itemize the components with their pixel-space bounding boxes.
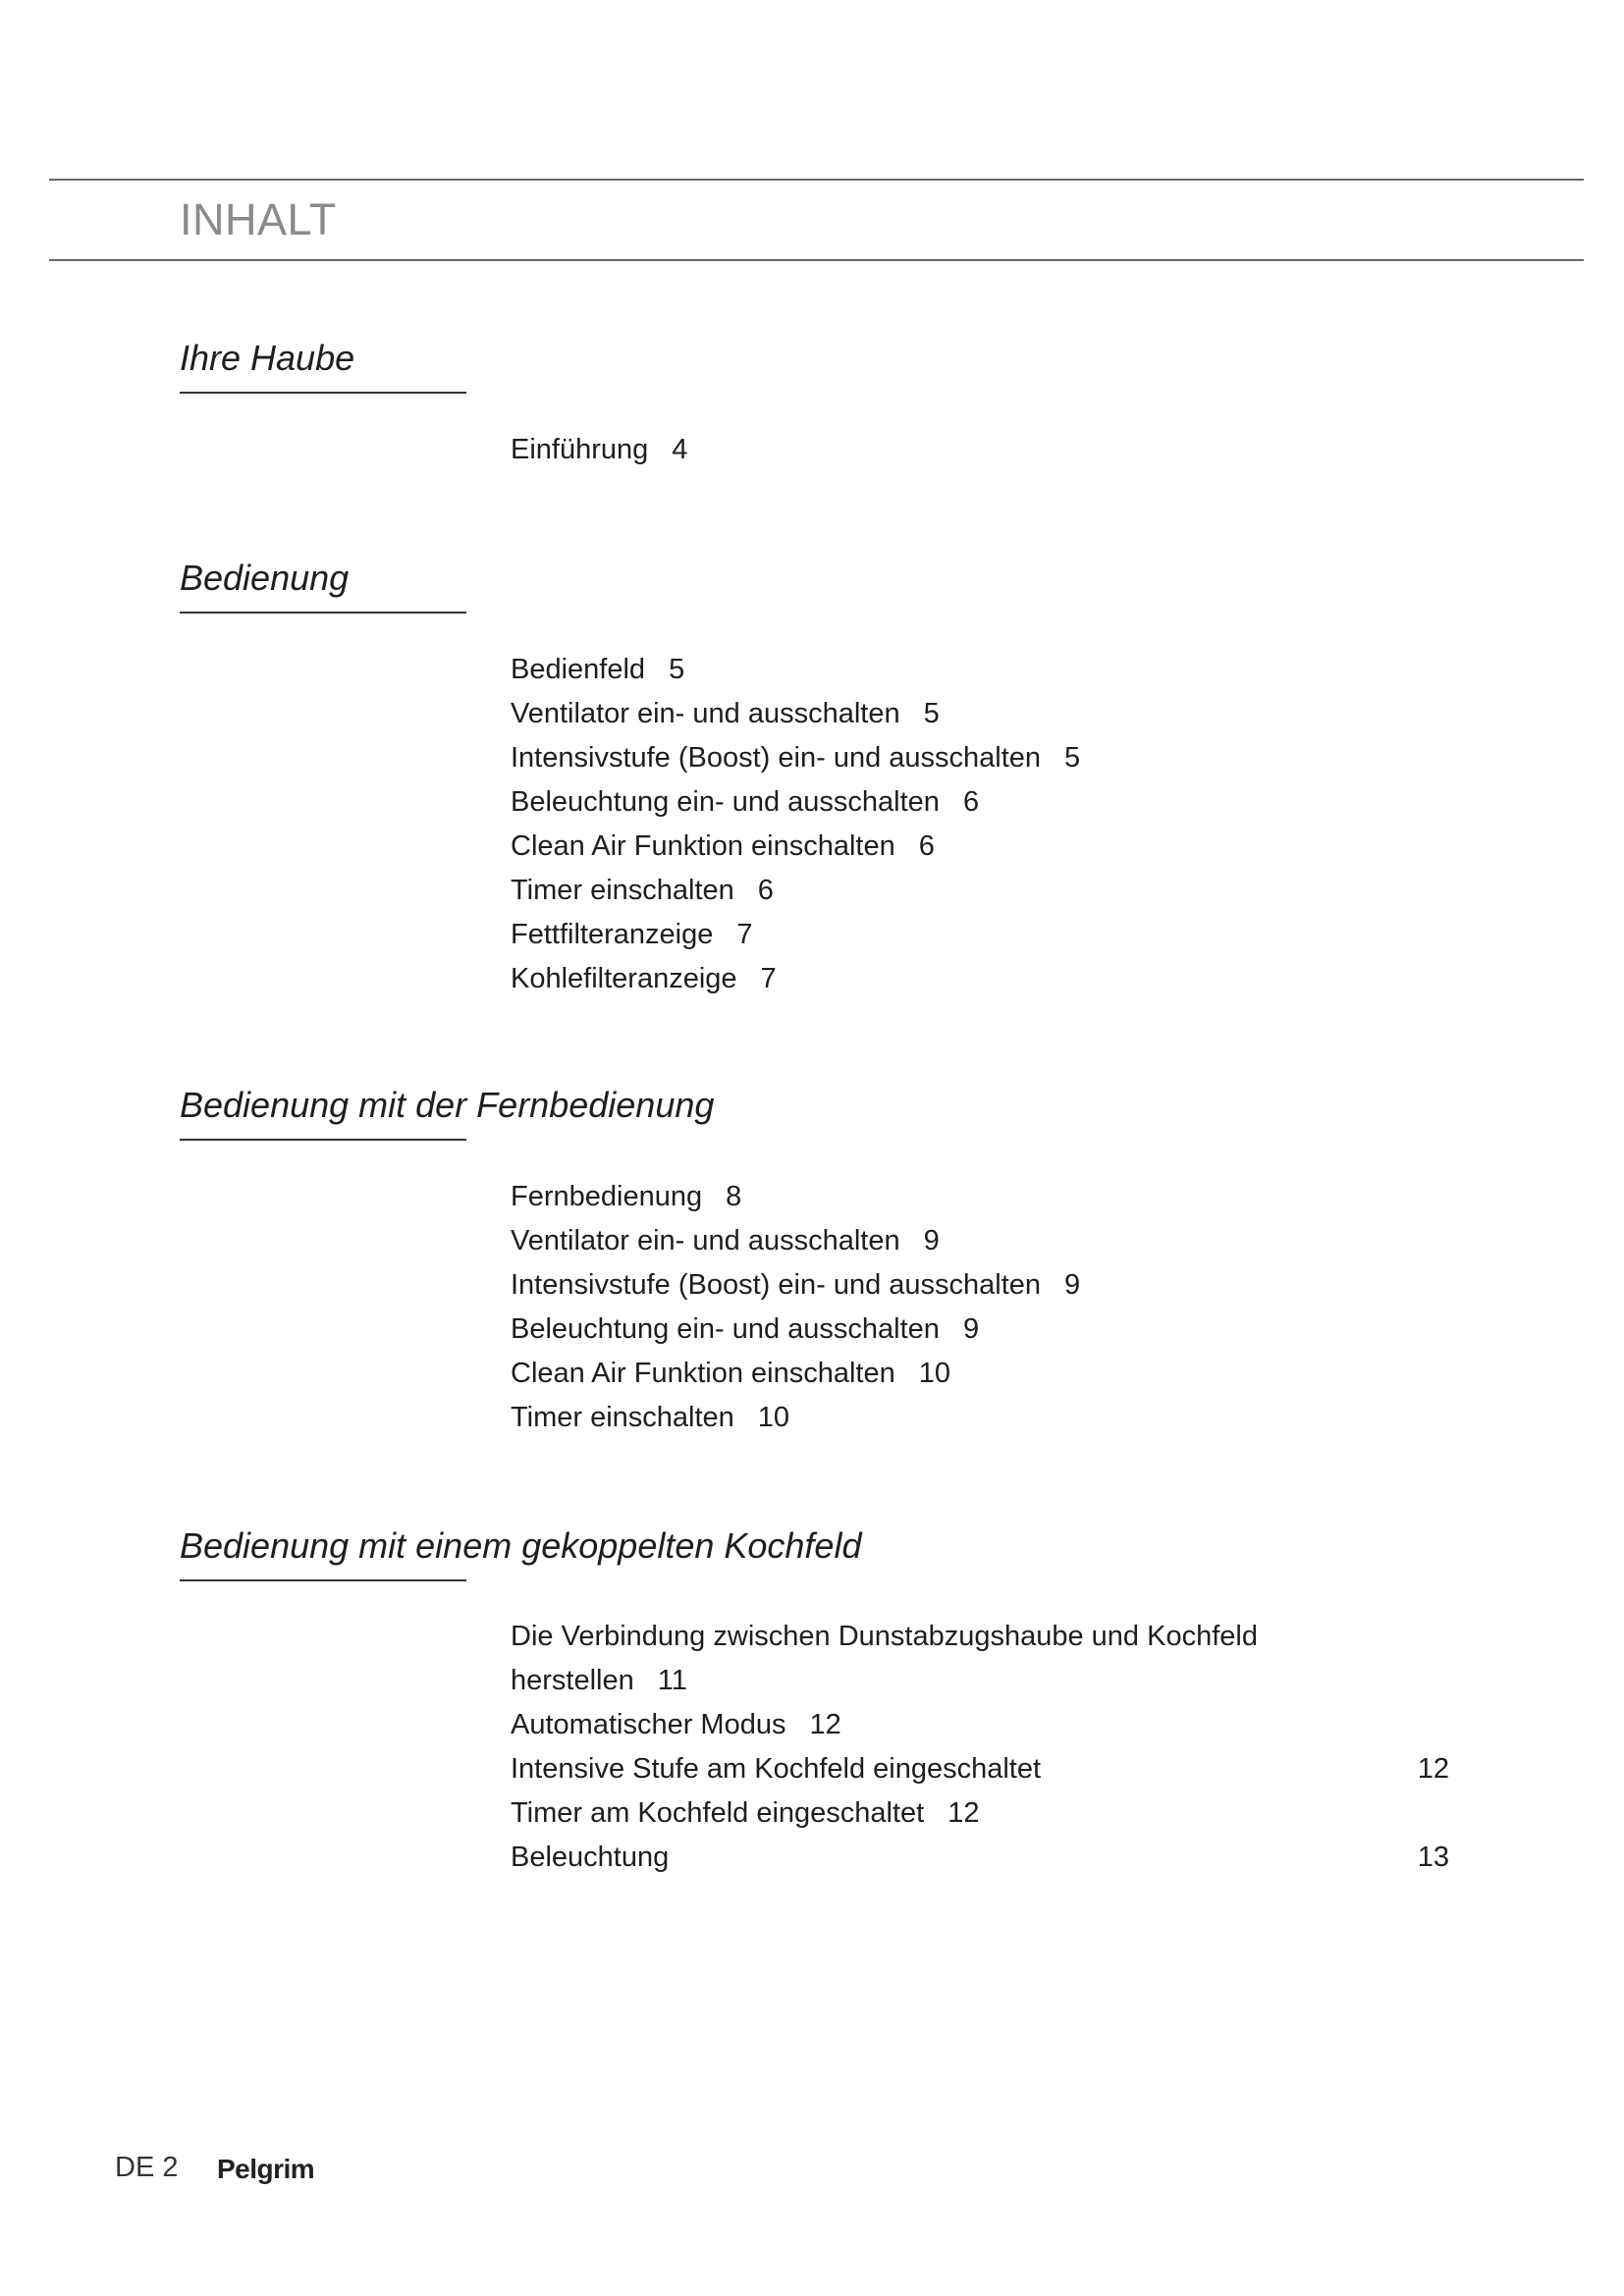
toc-entry[interactable]: Automatischer Modus 12 (511, 1709, 841, 1740)
toc-entry[interactable]: Beleuchtung ein- und ausschalten 9 (511, 1313, 980, 1345)
section-underline (180, 1139, 466, 1141)
footer-page-number: DE 2 (115, 2152, 179, 2183)
section-heading-kochfeld: Bedienung mit einem gekoppelten Kochfeld (180, 1525, 862, 1566)
top-rule (49, 179, 1584, 181)
toc-entry[interactable]: Clean Air Funktion einschalten 10 (511, 1358, 950, 1389)
section-heading-bedienung: Bedienung (180, 558, 350, 598)
toc-entry-continuation[interactable]: herstellen 11 (511, 1665, 687, 1696)
brand-logo: Pelgrim (217, 2154, 315, 2184)
toc-entry[interactable]: Intensive Stufe am Kochfeld eingeschaltet 12 (511, 1753, 1449, 1785)
toc-entry[interactable]: Intensivstufe (Boost) ein- und ausschalten 9 (511, 1269, 1081, 1301)
toc-entry[interactable]: Ventilator ein- und ausschalten 9 (511, 1225, 940, 1256)
toc-entry[interactable]: Fernbedienung 8 (511, 1181, 742, 1212)
toc-entry[interactable]: Beleuchtung 13 (511, 1842, 1449, 1873)
toc-entry[interactable]: Einführung 4 (511, 434, 688, 465)
toc-entry[interactable]: Die Verbindung zwischen Dunstabzugshaube und Kochfeld (511, 1621, 1258, 1652)
title-rule (49, 259, 1584, 261)
page-title: INHALT (180, 194, 337, 244)
toc-entry[interactable]: Timer einschalten 6 (511, 875, 774, 906)
toc-entry[interactable]: Ventilator ein- und ausschalten 5 (511, 698, 940, 729)
toc-entry[interactable]: Bedienfeld 5 (511, 654, 685, 685)
toc-entry[interactable]: Timer am Kochfeld eingeschaltet 12 (511, 1797, 980, 1829)
toc-entry[interactable]: Timer einschalten 10 (511, 1402, 790, 1433)
toc-entry[interactable]: Kohlefilteranzeige 7 (511, 963, 777, 994)
toc-entry[interactable]: Fettfilteranzeige 7 (511, 919, 753, 950)
section-heading-ihre-haube: Ihre Haube (180, 338, 355, 378)
section-heading-fernbedienung: Bedienung mit der Fernbedienung (180, 1085, 715, 1125)
toc-entry[interactable]: Beleuchtung ein- und ausschalten 6 (511, 786, 980, 818)
section-underline (180, 1579, 466, 1581)
section-underline (180, 612, 466, 614)
section-underline (180, 392, 466, 394)
toc-entry[interactable]: Clean Air Funktion einschalten 6 (511, 830, 935, 862)
toc-entry[interactable]: Intensivstufe (Boost) ein- und ausschalten 5 (511, 742, 1081, 774)
